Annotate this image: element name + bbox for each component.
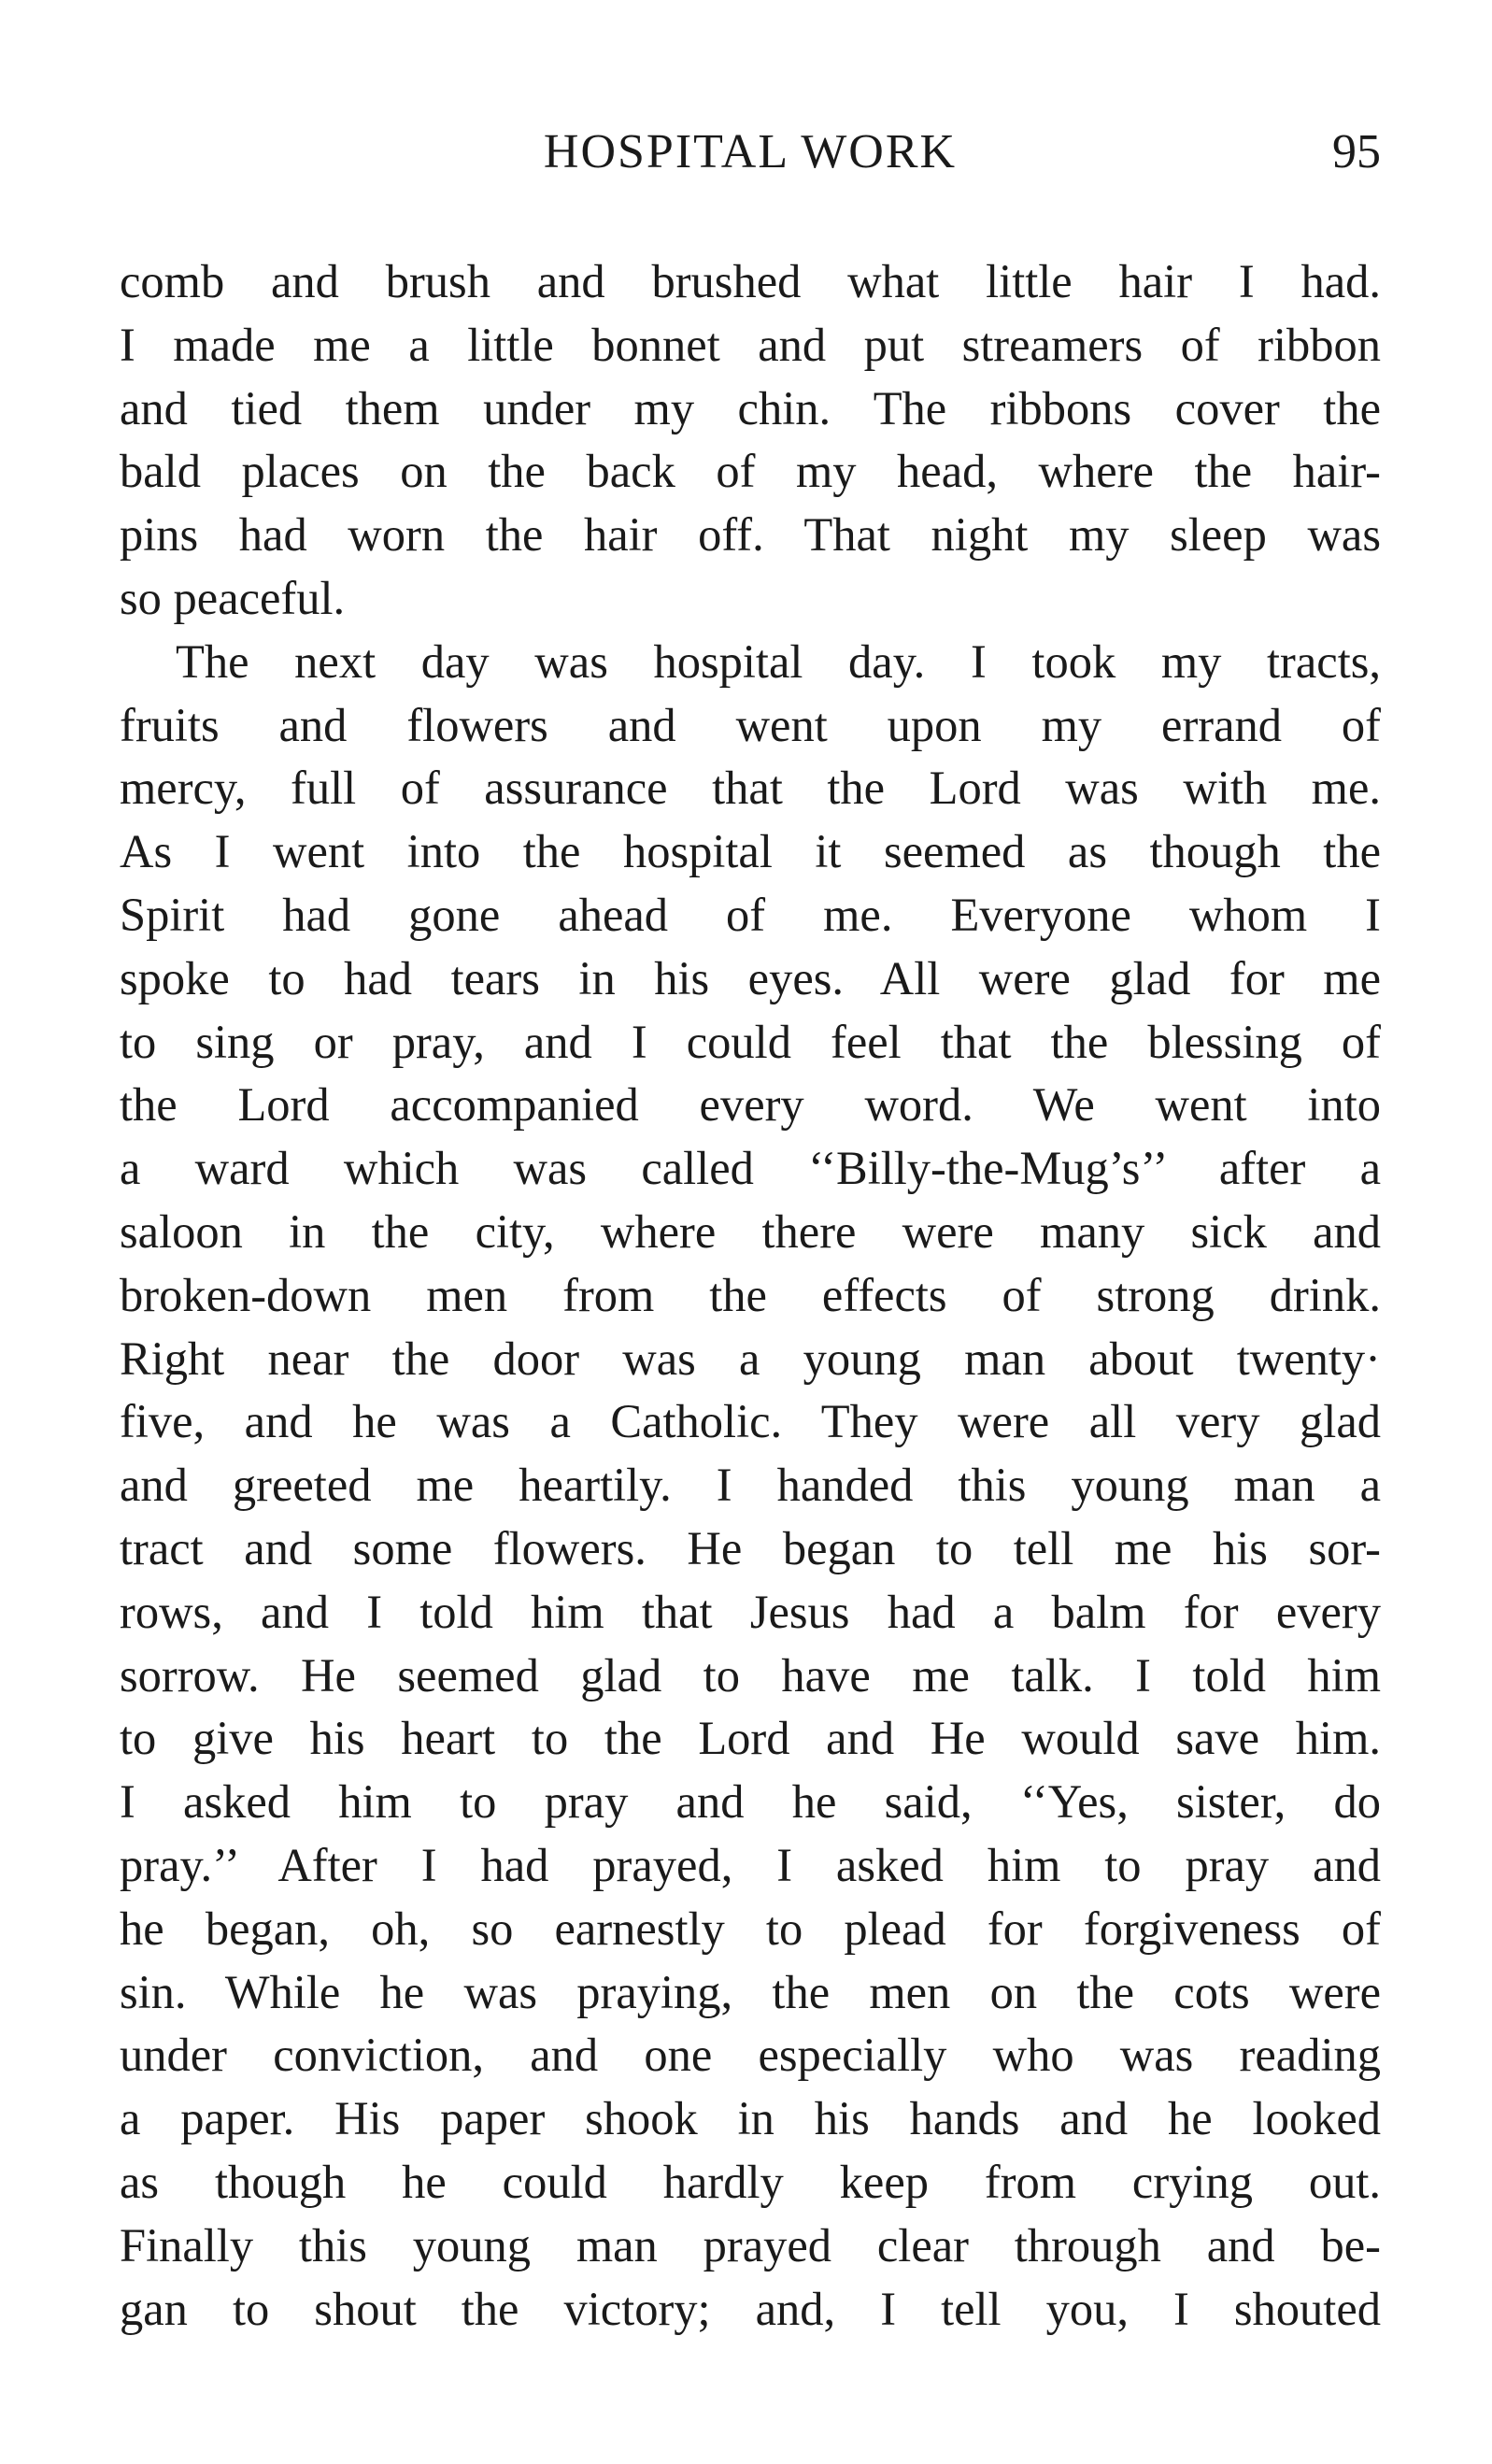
text-line: to give his heart to the Lord and He would save him. (120, 1712, 1381, 1765)
text-line: Finally this young man prayed clear through and be- (120, 2218, 1381, 2272)
text-line: pray.’’ After I had prayed, I asked him to pray and (120, 1838, 1381, 1891)
page-number: 95 (1332, 125, 1381, 178)
text-line: Right near the door was a young man about twenty· (120, 1332, 1381, 1385)
text-line: a ward which was called ‘‘Billy-the-Mug’s’’ after a (120, 1142, 1381, 1195)
running-head: HOSPITAL WORK (543, 125, 958, 178)
text-line: five, and he was a Catholic. They were all very glad (120, 1395, 1381, 1448)
body-text (120, 250, 1381, 2341)
text-line: spoke to had tears in his eyes. All were glad for me (120, 951, 1381, 1004)
text-line: I made me a little bonnet and put streamers of ribbon (120, 318, 1381, 371)
text-line: bald places on the back of my head, where the hair- (120, 445, 1381, 498)
text-line: pins had worn the hair off. That night my sleep was (120, 508, 1381, 562)
text-line: sorrow. He seemed glad to have me talk. I told him (120, 1648, 1381, 1702)
text-line: rows, and I told him that Jesus had a balm for every (120, 1585, 1381, 1638)
text-line: he began, oh, so earnestly to plead for forgiveness of (120, 1901, 1381, 1955)
text-line: Spirit had gone ahead of me. Everyone whom I (120, 888, 1381, 941)
text-line: as though he could hardly keep from crying out. (120, 2155, 1381, 2208)
text-line: so peaceful. (120, 571, 346, 624)
text-line: the Lord accompanied every word. We went into (120, 1078, 1381, 1132)
text-line: under conviction, and one especially who was reading (120, 2029, 1381, 2082)
text-line: gan to shout the victory; and, I tell you, I shouted (120, 2282, 1381, 2335)
text-line: sin. While he was praying, the men on the cots were (120, 1965, 1381, 2018)
text-line: fruits and flowers and went upon my errand of (120, 698, 1381, 751)
text-line: As I went into the hospital it seemed as though the (120, 825, 1381, 878)
text-line: to sing or pray, and I could feel that the blessing of (120, 1015, 1381, 1068)
text-line: The next day was hospital day. I took my tracts, (176, 634, 1381, 688)
text-line: and tied them under my chin. The ribbons cover the (120, 381, 1381, 434)
text-line: saloon in the city, where there were many sick and (120, 1204, 1381, 1258)
text-line: broken-down men from the effects of strong drink. (120, 1268, 1381, 1321)
page-header (120, 120, 1381, 185)
text-line: tract and some flowers. He began to tell me his sor- (120, 1521, 1381, 1574)
text-line: mercy, full of assurance that the Lord was with me. (120, 762, 1381, 815)
text-line: a paper. His paper shook in his hands and he looked (120, 2092, 1381, 2145)
text-line: I asked him to pray and he said, ‘‘Yes, sister, do (120, 1775, 1381, 1829)
text-line: and greeted me heartily. I handed this young man a (120, 1459, 1381, 1512)
text-line: comb and brush and brushed what little hair I had. (120, 255, 1381, 307)
